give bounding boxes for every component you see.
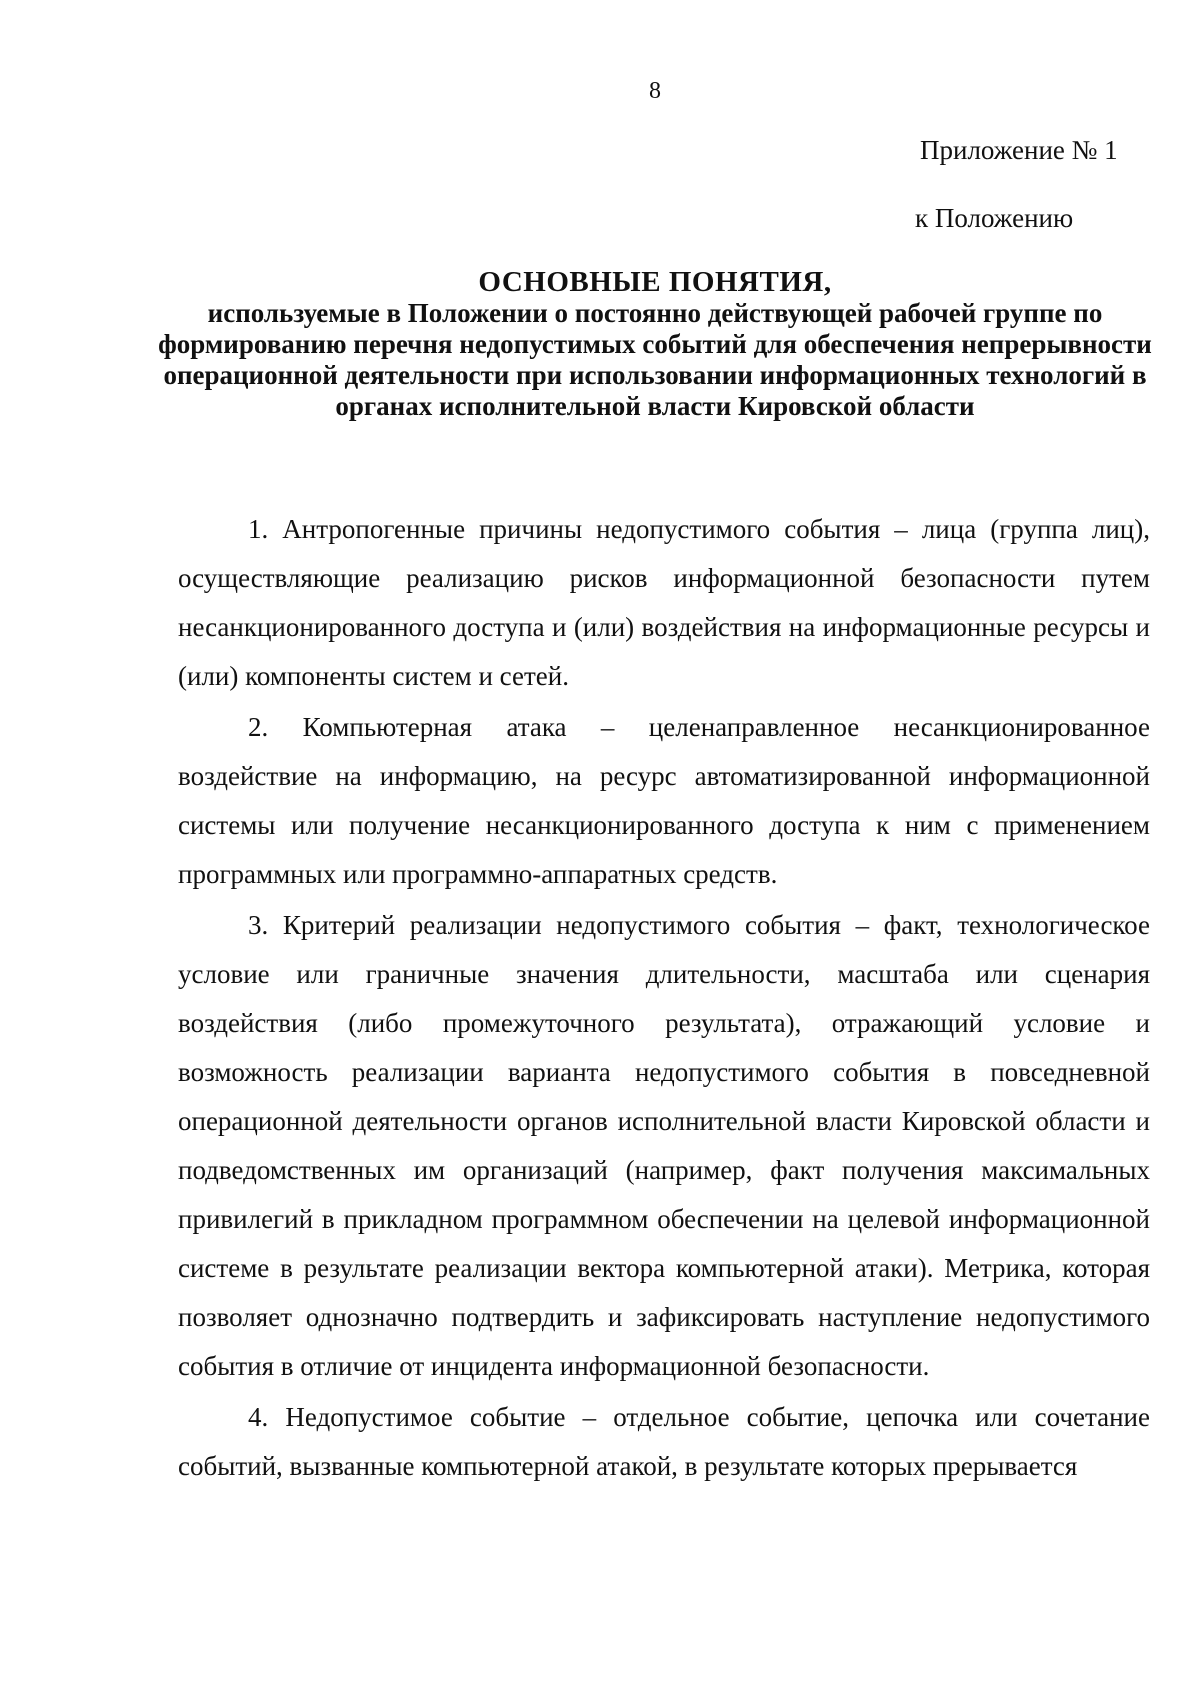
appendix-label: Приложение № 1 [920,135,1118,165]
document-title-block [120,266,1190,422]
document-body [178,505,1150,1491]
paragraph-computer-attack: 2. Компьютерная атака – целенаправленное несанкционированное воздействие на информацию, на ресурс автоматизированной информационной системы или получение несанкционированного доступа к ним с применением программных или программно-аппаратных средств. [178,712,1150,889]
paragraph-unacceptable-event: 4. Недопустимое событие – отдельное событие, цепочка или сочетание событий, вызванные компьютерной атакой, в результате которых прерывается [178,1402,1150,1481]
document-subtitle: используемые в Положении о постоянно действующей рабочей группе по формированию перечня недопустимых событий для обеспечения непрерывности операционной деятельности при использовании информационных технологий в органах исполнительной власти Кировской области [158,298,1152,421]
appendix-reference: к Положению [915,203,1074,233]
page-number: 8 [649,78,661,104]
paragraph-criterion: 3. Критерий реализации недопустимого события – факт, технологическое условие или граничные значения длительности, масштаба или сценария воздействия (либо промежуточного результата), отражающий условие и возможность реализации варианта недопустимого события в повседневной операционной деятельности органов исполнительной власти Кировской области и подведомственных им организаций (например, факт получения максимальных привилегий в прикладном программном обеспечении на целевой информационной системе в результате реализации вектора компьютерной атаки). Метрика, которая позволяет однозначно подтвердить и зафиксировать наступление недопустимого события в отличие от инцидента информационной безопасности. [178,910,1150,1381]
paragraph-anthropogenic-causes: 1. Антропогенные причины недопустимого события – лица (группа лиц), осуществляющие реализацию рисков информационной безопасности путем несанкционированного доступа и (или) воздействия на информационные ресурсы и (или) компоненты систем и сетей. [178,514,1150,691]
document-title: ОСНОВНЫЕ ПОНЯТИЯ, [478,266,832,298]
